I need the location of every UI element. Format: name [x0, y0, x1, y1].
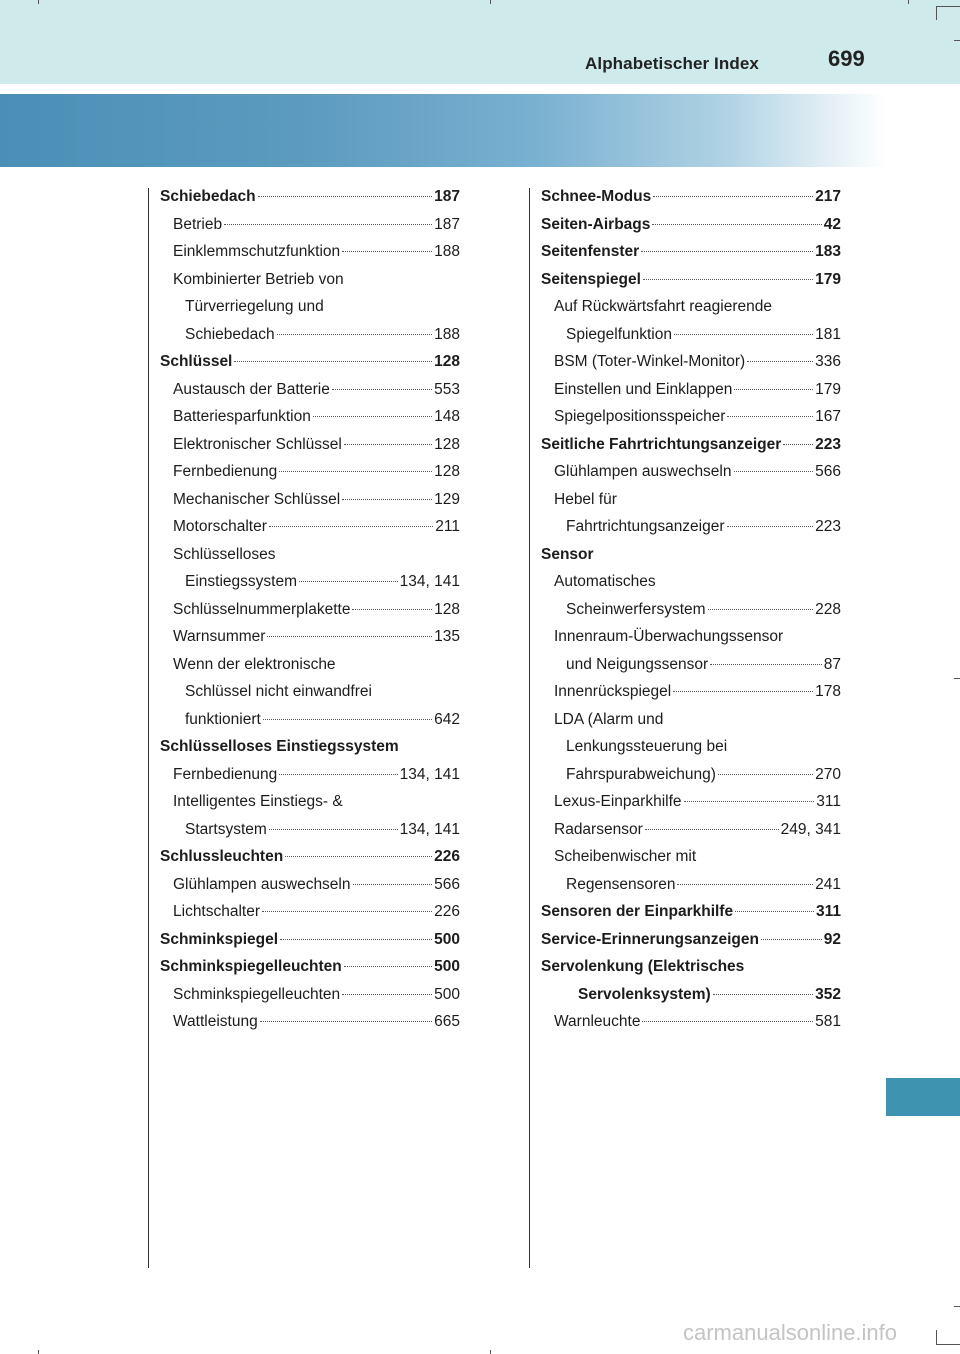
index-entry — [160, 376, 460, 404]
page-title: Alphabetischer Index — [585, 54, 759, 73]
index-entry-page-ref[interactable]: 581 — [815, 1013, 841, 1030]
crop-mark — [936, 1344, 960, 1345]
index-entry-term: Einstiegssystem — [185, 573, 297, 590]
watermark-text: carmanualsonline.info — [683, 1320, 898, 1345]
index-entry-page-ref[interactable]: 311 — [815, 903, 841, 920]
index-entry-page-ref[interactable]: 188 — [434, 243, 460, 260]
dot-leader — [353, 884, 433, 885]
index-entry-page-ref[interactable]: 249, 341 — [780, 820, 841, 838]
dot-leader — [260, 1021, 432, 1022]
index-entry — [541, 623, 841, 651]
index-entry-term: Türverriegelung und — [185, 298, 324, 315]
index-entry — [541, 651, 841, 679]
index-column-right — [541, 183, 841, 1036]
crop-mark — [908, 0, 909, 4]
index-entry-term: funktioniert — [185, 710, 261, 728]
index-entry — [160, 541, 460, 569]
dot-leader — [734, 471, 814, 472]
index-entry — [541, 926, 841, 954]
index-entry-page-ref[interactable]: 148 — [434, 408, 460, 425]
dot-leader — [645, 829, 779, 830]
dot-leader — [279, 774, 397, 775]
index-entry — [160, 623, 460, 651]
index-entry-page-ref[interactable]: 179 — [815, 270, 841, 288]
dot-leader — [269, 829, 398, 830]
index-entry-page-ref[interactable]: 223 — [815, 435, 841, 453]
dot-leader — [352, 609, 432, 610]
index-entry-term: Lenkungssteuerung bei — [566, 738, 728, 755]
index-entry-term: Schlussleuchten — [160, 848, 284, 865]
index-entry-page-ref[interactable]: 500 — [434, 985, 460, 1003]
left-column-rule — [148, 188, 149, 1268]
page-number: 699 — [828, 46, 865, 71]
crop-mark — [38, 1350, 39, 1354]
index-entry-term: Betrieb — [173, 215, 223, 233]
index-entry — [160, 238, 460, 266]
index-entry — [541, 761, 841, 789]
dot-leader — [224, 224, 432, 225]
index-entry-term: Seiten-Airbags — [541, 215, 651, 233]
dot-leader — [285, 856, 432, 857]
index-entry-term: Sensor — [541, 545, 594, 563]
crop-mark — [954, 40, 960, 41]
dot-leader — [727, 526, 814, 527]
index-entry-term: BSM (Toter-Winkel-Monitor) — [554, 353, 746, 370]
index-entry-term: Schiebedach — [185, 325, 275, 343]
index-entry-term: Schminkspiegelleuchten — [173, 985, 341, 1003]
dot-leader — [280, 939, 432, 940]
index-entry — [541, 348, 841, 376]
dot-leader — [642, 1021, 813, 1022]
section-tab-marker — [886, 1078, 960, 1116]
index-entry-page-ref[interactable]: 241 — [815, 875, 841, 893]
index-entry-term: Einklemmschutzfunktion — [173, 243, 341, 260]
index-entry-term: Mechanischer Schlüssel — [173, 490, 341, 508]
index-entry-term: Batteriesparfunktion — [173, 408, 311, 425]
dot-leader — [710, 664, 822, 665]
index-entry — [541, 678, 841, 706]
index-entry-term: Lichtschalter — [173, 903, 261, 920]
index-entry — [160, 348, 460, 376]
index-entry-term: Sensoren der Einparkhilfe — [541, 903, 734, 920]
index-entry-term: Austausch der Batterie — [173, 380, 330, 398]
dot-leader — [747, 361, 813, 362]
crop-mark — [954, 1306, 960, 1307]
index-entry — [541, 458, 841, 486]
index-entry-term: Intelligentes Einstiegs- & — [173, 793, 343, 810]
index-entry — [541, 568, 841, 596]
index-entry-page-ref[interactable]: 134, 141 — [399, 573, 460, 590]
index-entry — [160, 678, 460, 706]
index-entry-page-ref[interactable]: 500 — [434, 958, 460, 975]
index-entry — [541, 1008, 841, 1036]
dot-leader — [761, 939, 822, 940]
dot-leader — [674, 334, 813, 335]
index-entry-page-ref[interactable]: 270 — [815, 765, 841, 783]
index-entry — [160, 953, 460, 981]
index-entry-term: Elektronischer Schlüssel — [173, 435, 342, 453]
index-entry — [160, 486, 460, 514]
crop-mark — [954, 678, 960, 679]
dot-leader — [342, 499, 432, 500]
dot-leader — [344, 966, 432, 967]
dot-leader — [262, 911, 432, 912]
index-entry — [160, 183, 460, 211]
dot-leader — [641, 251, 813, 252]
index-entry-term: Schnee-Modus — [541, 188, 652, 205]
index-entry-term: Scheinwerfersystem — [566, 600, 706, 618]
index-entry-term: Startsystem — [185, 820, 267, 838]
index-entry-page-ref[interactable]: 134, 141 — [399, 820, 460, 838]
index-entry-term: Schlüssel — [160, 353, 233, 370]
index-entry-term: Wenn der elektronische — [173, 655, 336, 673]
index-entry-term: Seitliche Fahrtrichtungsanzeiger — [541, 435, 782, 453]
index-entry-term: Fernbedienung — [173, 463, 278, 480]
index-entry-page-ref[interactable]: 228 — [815, 600, 841, 618]
index-entry — [160, 1008, 460, 1036]
index-entry — [541, 953, 841, 981]
index-entry-page-ref[interactable]: 135 — [434, 628, 460, 645]
dot-leader — [653, 196, 813, 197]
index-entry-term: Seitenfenster — [541, 243, 640, 260]
index-entry-term: Fernbedienung — [173, 765, 278, 783]
dot-leader — [684, 801, 815, 802]
index-entry-term: und Neigungssensor — [566, 655, 709, 673]
index-entry — [160, 293, 460, 321]
index-entry — [160, 431, 460, 459]
index-entry — [541, 596, 841, 624]
index-entry-page-ref[interactable]: 87 — [823, 655, 841, 673]
index-entry-term: Einstellen und Einklappen — [554, 380, 733, 398]
dot-leader — [342, 994, 432, 995]
index-entry-term: Schlüsselnummerplakette — [173, 600, 351, 618]
crop-mark — [490, 1350, 491, 1354]
index-entry-page-ref[interactable]: 187 — [434, 188, 460, 205]
index-entry-page-ref[interactable]: 128 — [434, 463, 460, 480]
index-entry-page-ref[interactable]: 336 — [815, 353, 841, 370]
index-entry — [541, 431, 841, 459]
index-entry-page-ref[interactable]: 92 — [823, 930, 841, 948]
index-entry-term: Innenraum-Überwachungssensor — [554, 628, 784, 645]
index-entry — [541, 981, 841, 1009]
dot-leader — [677, 884, 813, 885]
dot-leader — [708, 609, 814, 610]
dot-leader — [344, 444, 432, 445]
index-entry-page-ref[interactable]: 211 — [435, 518, 460, 535]
index-entry-page-ref[interactable]: 181 — [815, 325, 841, 343]
index-entry-page-ref[interactable]: 128 — [434, 600, 460, 618]
dot-leader — [279, 471, 432, 472]
index-entry-page-ref[interactable]: 665 — [434, 1013, 460, 1030]
index-entry — [160, 788, 460, 816]
index-entry-term: Radarsensor — [554, 820, 643, 838]
crop-mark — [936, 1330, 937, 1344]
index-entry-term: Wattleistung — [173, 1013, 258, 1030]
index-entry — [541, 238, 841, 266]
index-entry-term: Innenrückspiegel — [554, 683, 672, 700]
dot-leader — [263, 719, 432, 720]
index-entry-page-ref[interactable]: 183 — [815, 243, 841, 260]
index-entry-term: Regensensoren — [566, 875, 676, 893]
dot-leader — [652, 224, 821, 225]
index-entry-term: Spiegelfunktion — [566, 325, 672, 343]
index-entry-term: Schminkspiegel — [160, 930, 279, 948]
dot-leader — [267, 636, 432, 637]
index-entry-term: Scheibenwischer mit — [554, 848, 697, 865]
index-entry-term: Fahrspurabweichung) — [566, 765, 716, 783]
index-entry — [160, 211, 460, 239]
index-entry-term: Warnleuchte — [554, 1013, 641, 1030]
right-column-rule — [529, 188, 530, 1268]
dot-leader — [734, 389, 813, 390]
index-entry — [160, 513, 460, 541]
index-entry-page-ref[interactable]: 500 — [434, 930, 460, 948]
index-entry-term: Schlüssel nicht einwandfrei — [185, 683, 372, 700]
index-entry — [160, 568, 460, 596]
index-entry — [160, 266, 460, 294]
index-entry-term: Servolenksystem) — [578, 985, 711, 1003]
index-entry — [160, 596, 460, 624]
index-entry-page-ref[interactable]: 179 — [815, 380, 841, 398]
index-entry-page-ref[interactable]: 223 — [815, 518, 841, 535]
index-entry — [541, 706, 841, 734]
crop-mark — [490, 0, 491, 4]
index-entry-page-ref[interactable]: 352 — [815, 985, 841, 1003]
dot-leader — [313, 416, 432, 417]
index-entry-page-ref[interactable]: 553 — [434, 380, 460, 398]
index-entry — [541, 321, 841, 349]
index-entry — [160, 843, 460, 871]
index-entry-term: Service-Erinnerungsanzeigen — [541, 930, 759, 948]
dot-leader — [783, 444, 813, 445]
index-entry-page-ref[interactable]: 566 — [434, 875, 460, 893]
index-entry — [160, 981, 460, 1009]
dot-leader — [342, 251, 432, 252]
index-entry — [541, 843, 841, 871]
index-entry — [160, 898, 460, 926]
index-entry-page-ref[interactable]: 566 — [815, 463, 841, 480]
index-entry — [160, 926, 460, 954]
index-entry-page-ref[interactable]: 167 — [815, 408, 841, 425]
dot-leader — [277, 334, 433, 335]
index-entry — [541, 733, 841, 761]
index-entry-page-ref[interactable]: 226 — [434, 848, 460, 865]
index-entry-term: Schiebedach — [160, 188, 256, 205]
index-entry — [541, 788, 841, 816]
index-entry-term: Warnsummer — [173, 628, 266, 645]
index-entry — [160, 706, 460, 734]
index-entry-page-ref[interactable]: 642 — [434, 710, 460, 728]
index-entry-page-ref[interactable]: 188 — [434, 325, 460, 343]
index-entry-page-ref[interactable]: 128 — [434, 435, 460, 453]
index-entry — [541, 376, 841, 404]
index-entry-term: Hebel für — [554, 490, 617, 508]
index-entry-term: Automatisches — [554, 573, 656, 590]
index-entry-page-ref[interactable]: 42 — [823, 215, 841, 233]
dot-leader — [643, 279, 813, 280]
index-entry-page-ref[interactable]: 128 — [434, 353, 460, 370]
dot-leader — [713, 994, 813, 995]
dot-leader — [727, 416, 813, 417]
crop-mark — [936, 6, 960, 7]
index-entry — [541, 816, 841, 844]
crop-mark — [38, 0, 39, 4]
index-entry-term: Motorschalter — [173, 518, 267, 535]
dot-leader — [673, 691, 813, 692]
index-entry-term: Kombinierter Betrieb von — [173, 270, 344, 288]
index-entry — [541, 486, 841, 514]
index-entry-term: Glühlampen auswechseln — [554, 463, 732, 480]
index-entry-term: Servolenkung (Elektrisches — [541, 958, 745, 975]
index-entry-page-ref[interactable]: 187 — [434, 215, 460, 233]
index-entry — [160, 403, 460, 431]
index-entry-page-ref[interactable]: 226 — [434, 903, 460, 920]
index-entry — [160, 321, 460, 349]
index-entry — [160, 733, 460, 761]
index-entry — [541, 293, 841, 321]
index-entry — [160, 651, 460, 679]
index-entry — [541, 871, 841, 899]
decorative-blue-band — [0, 94, 886, 167]
index-entry-term: Seitenspiegel — [541, 270, 641, 288]
index-entry-term: Glühlampen auswechseln — [173, 875, 351, 893]
index-entry-page-ref[interactable]: 178 — [815, 683, 841, 700]
index-entry-term: Schlüsselloses — [173, 545, 276, 563]
index-entry — [160, 816, 460, 844]
index-entry — [541, 403, 841, 431]
index-entry-term: Auf Rückwärtsfahrt reagierende — [554, 298, 772, 315]
index-entry-term: Schminkspiegelleuchten — [160, 958, 342, 975]
dot-leader — [332, 389, 432, 390]
index-entry — [160, 871, 460, 899]
header-band — [0, 0, 960, 84]
dot-leader — [234, 361, 432, 362]
crop-mark — [936, 6, 937, 20]
dot-leader — [299, 581, 398, 582]
dot-leader — [258, 196, 433, 197]
dot-leader — [735, 911, 814, 912]
index-entry-page-ref[interactable]: 217 — [815, 188, 841, 205]
index-entry — [541, 898, 841, 926]
index-column-left — [160, 183, 460, 1036]
index-entry-term: Spiegelpositionsspeicher — [554, 408, 726, 425]
index-entry — [541, 266, 841, 294]
index-entry — [541, 541, 841, 569]
index-entry — [541, 211, 841, 239]
index-entry — [541, 183, 841, 211]
index-entry-term: Schlüsselloses Einstiegssystem — [160, 738, 399, 755]
dot-leader — [269, 526, 433, 527]
index-entry-page-ref[interactable]: 134, 141 — [399, 765, 460, 783]
index-entry-term: Fahrtrichtungsanzeiger — [566, 518, 725, 535]
dot-leader — [718, 774, 813, 775]
index-entry-page-ref[interactable]: 129 — [434, 490, 460, 508]
index-entry-term: Lexus-Einparkhilfe — [554, 793, 682, 810]
index-entry — [160, 458, 460, 486]
index-entry — [160, 761, 460, 789]
index-entry-page-ref[interactable]: 311 — [816, 793, 841, 810]
index-entry-term: LDA (Alarm und — [554, 710, 664, 728]
index-entry — [541, 513, 841, 541]
